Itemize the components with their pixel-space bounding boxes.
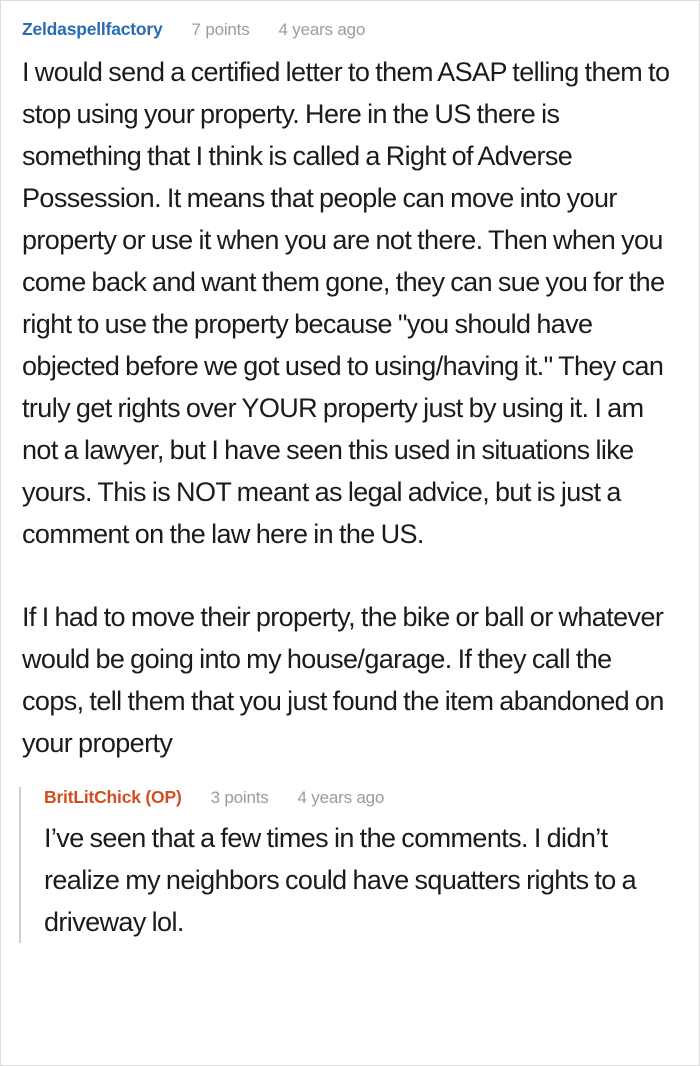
comment-timestamp: 4 years ago — [297, 788, 385, 807]
comment — [22, 19, 679, 943]
comment-author-link[interactable]: Zeldaspellfactory — [22, 19, 163, 39]
comment-header — [22, 19, 679, 40]
comment-body — [44, 817, 679, 943]
comment-thread — [1, 1, 699, 943]
comment-timestamp: 4 years ago — [278, 20, 366, 39]
comment-paragraph: If I had to move their property, the bike or ball or whatever would be going into my house/garage. If they call the cops, tell them that you just found the item abandoned on your property — [22, 602, 664, 758]
comment-paragraph: I’ve seen that a few times in the comments. I didn’t realize my neighbors could have squatters rights to a driveway lol. — [44, 823, 637, 937]
comment-reply — [19, 787, 679, 943]
comment-author-link-op[interactable]: BritLitChick (OP) — [44, 787, 182, 807]
comment-paragraph: I would send a certified letter to them ASAP telling them to stop using your property. Here in the US there is something that I think is called a Right of Adverse Possession. It means that people can move into your property or use it when you are not there. Then when you come back and want them gone, they can sue you for the right to use the property because "you should have objected before we got used to using/having it." They can truly get rights over YOUR property just by using it. I am not a lawyer, but I have seen this used in situations like yours. This is NOT meant as legal advice, but is just a comment on the law here in the US. — [22, 57, 670, 549]
comment-header — [44, 787, 679, 808]
comment-points: 3 points — [210, 788, 269, 807]
comment-body — [22, 51, 679, 764]
comment-points: 7 points — [191, 20, 250, 39]
